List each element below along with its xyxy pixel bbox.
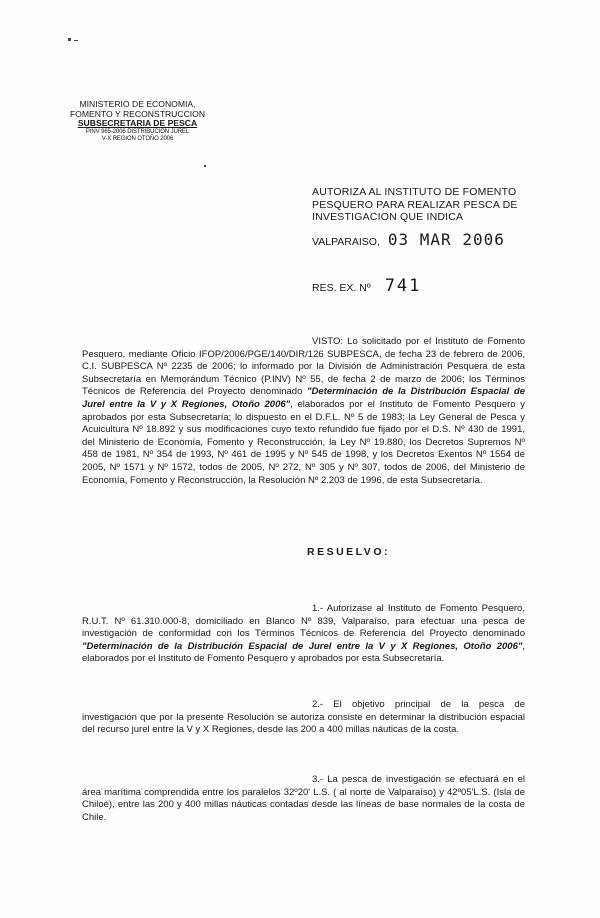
ministry-line-2: FOMENTO Y RECONSTRUCCION (69, 108, 206, 119)
ministry-line-1: MINISTERIO DE ECONOMIA, (79, 99, 196, 109)
item-1-paragraph (82, 603, 525, 666)
item-2-paragraph (82, 699, 525, 737)
item-1-text-b: , elaborados por el Instituto de Fomento Pesquero y aprobados por esta Subsecretaría. (82, 640, 525, 665)
reference-line-2: V-X REGION OTOÑO 2006 (101, 135, 174, 142)
item-3-number: 3.- (312, 774, 324, 785)
visto-heading: VISTO: (312, 336, 343, 347)
reference-line-1: PINV 965-2006 DISTRIBUCION JUREL (85, 128, 190, 135)
visto-project-title: "Determinación de la Distribución Espacial de Jurel entre la V y X Regiones, Otoño 2006" (82, 386, 525, 410)
scan-speck (204, 165, 206, 167)
item-1-text-a: Autorízase al Instituto de Fomento Pesquero, R.U.T. Nº 61.310.000-8, domiciliado en Blanco Nº 839, Valparaíso, para efectuar una pesca de investigación de conformidad con los Términos Técnicos de Referencia del Proyecto denominado (82, 603, 525, 640)
item-2-text: El objetivo principal de la pesca de investigación que por la presente Resolución se autoriza consiste en determinar la distribución espacial del recurso jurel entre la V y X Regiones, desde las 200 a 400 millas náuticas de la costa. (82, 699, 525, 736)
date-line (312, 230, 505, 249)
resuelvo-heading: RESUELVO: (307, 546, 390, 558)
city-label: VALPARAISO, (312, 236, 380, 248)
visto-text-a: Lo solicitado por el Instituto de Fomento Pesquero, mediante Oficio IFOP/2006/PGE/140/DIR/126 SUBPESCA, de fecha 23 de febrero de 2006, C.I. SUBPESCA Nº 2235 de 2006; lo informado por la División de Administración Pesquera de esta Subsecretaría en Memorándum Técnico (P.INV) Nº 55, de fecha 2 de marzo de 2006; los Términos Técnicos de Referencia del Proyecto denominado (82, 336, 525, 398)
item-1-number: 1.- (312, 603, 324, 614)
subject-block: AUTORIZA AL INSTITUTO DE FOMENTO PESQUERO PARA REALIZAR PESCA DE INVESTIGACION QUE INDICA (312, 186, 518, 223)
scan-speck (68, 38, 71, 41)
resolution-label: RES. EX. Nº (312, 282, 371, 294)
resolution-number: 741 (384, 276, 422, 296)
item-2-number: 2.- (312, 699, 324, 710)
item-1-project-title: "Determinación de la Distribución Espacial de Jurel entre la V y X Regiones, Otoño 2006" (82, 640, 523, 652)
ministry-header (50, 100, 225, 143)
item-3-text: La pesca de investigación se efectuará en el área marítima comprendida entre los paralelos 32º20' L.S. ( al norte de Valparaíso) y 42º05'L.S. (Isla de Chiloé), entre las 200 y 400 millas náuticas contadas desde las líneas de base normales de la costa de Chile. (82, 774, 525, 823)
resolution-number-line (312, 276, 421, 296)
date-stamp: 03 MAR 2006 (387, 230, 505, 249)
scan-speck (74, 40, 78, 41)
visto-text-b: , elaborados por el Instituto de Fomento Pesquero y aprobados por esta Subsecretaría; lo dispuesto en el D.F.L. Nº 5 de 1983; la Ley General de Pesca y Acuicultura Nº 18.892 y sus modificaciones cuyo texto refundido fue fijado por el D.S. Nº 430 de 1991, del Ministerio de Economía, Fomento y Reconstrucción, la Ley Nº 19.880, los Decretos Supremos Nº 458 de 1981, Nº 354 de 1993, Nº 461 de 1995 y Nº 545 de 1998, y los Decretos Exentos Nº 1554 de 2005, Nº 1571 y Nº 1572, todos de 2005, Nº 272, Nº 305 y Nº 307, todos de 2006, del Ministerio de Economía, Fomento y Reconstrucción, la Resolución Nº 2.203 de 1996, de esta Subsecretaría. (82, 398, 525, 486)
subsecretaria-heading: SUBSECRETARIA DE PESCA (77, 118, 198, 129)
visto-paragraph (82, 336, 525, 487)
item-3-paragraph (82, 774, 525, 824)
